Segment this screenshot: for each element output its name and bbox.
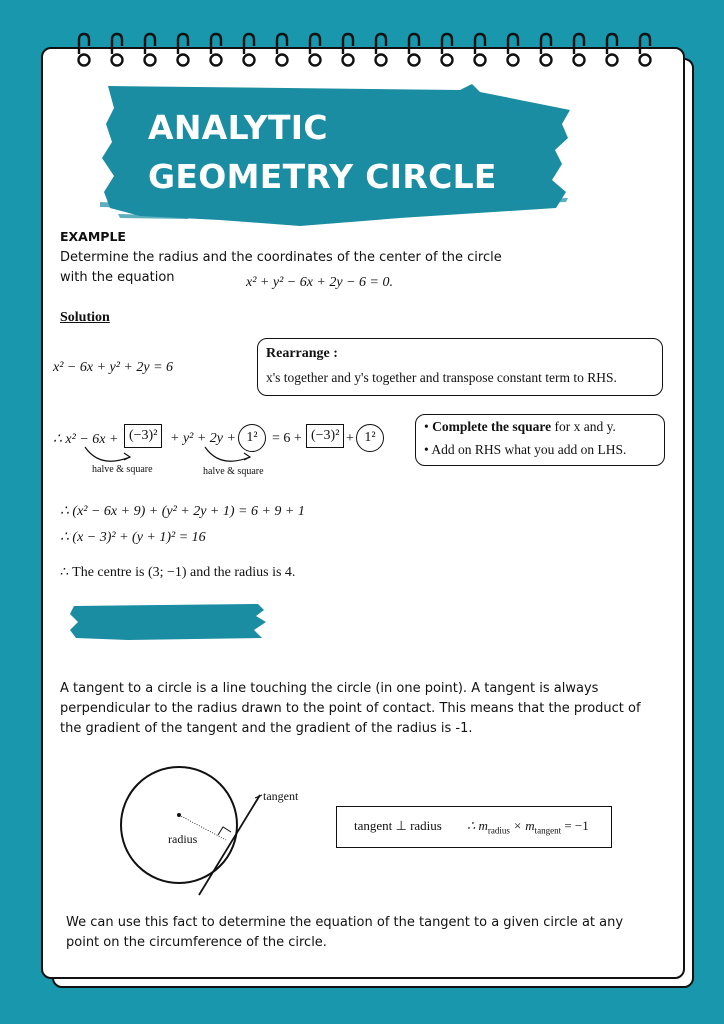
solution-step-2-prefix: ∴ x² − 6x +	[53, 432, 119, 447]
example-equation: x² + y² − 6x + 2y − 6 = 0.	[246, 275, 393, 290]
title-line-2: GEOMETRY CIRCLE	[148, 157, 497, 196]
example-text-line-1: Determine the radius and the coordinates of the center of the circle	[60, 250, 502, 265]
solution-step-1: x² − 6x + y² + 2y = 6	[53, 360, 174, 375]
formula-sub-radius: radius	[487, 825, 510, 836]
divider-brush-stroke	[68, 600, 268, 642]
final-paragraph: We can use this fact to determine the equation of the tangent to a given circle at any point on the circumference of the circle.	[66, 915, 624, 950]
rearrange-title: Rearrange :	[266, 346, 338, 361]
solution-heading: Solution	[60, 310, 110, 325]
page-title	[148, 103, 497, 201]
spiral-rings-icon	[72, 32, 662, 72]
tip-1: • Complete the square for x and y.	[424, 419, 616, 434]
halve-label-2: halve & square	[203, 466, 264, 477]
tangent-paragraph: A tangent to a circle is a line touching the circle (in one point). A tangent is always perpendicular to the radius drawn to the point of contact. This means that the product of the gradient of the tangent and the gradient of the radius is -1.	[60, 681, 641, 736]
halve-label-1: halve & square	[92, 464, 153, 475]
circle-tangent-diagram	[110, 755, 310, 900]
formula-right	[467, 818, 589, 836]
formula-sub-tangent: tangent	[534, 825, 562, 836]
example-label: EXAMPLE	[60, 229, 126, 244]
square-circle-2: 1²	[356, 424, 384, 452]
formula-left: tangent ⊥ radius	[354, 818, 442, 833]
formula-times: × m	[509, 818, 535, 833]
tip-2-text: Add on RHS what you add on LHS.	[431, 442, 627, 457]
solution-step-2-mid: + y² + 2y +	[170, 431, 236, 446]
formula-therefore: ∴ m	[467, 818, 488, 833]
solution-step-4: ∴ (x − 3)² + (y + 1)² = 16	[60, 530, 206, 545]
solution-conclusion: ∴ The centre is (3; −1) and the radius is 4.	[60, 565, 296, 580]
tip-1-bold: Complete the square	[432, 419, 552, 434]
radius-label: radius	[168, 832, 198, 846]
tangent-label: tangent	[263, 789, 299, 803]
plus-sign: +	[346, 431, 354, 446]
spiral-binding	[72, 32, 662, 72]
square-box-2: (−3)²	[306, 424, 344, 448]
tip-1-rest: for x and y.	[554, 419, 616, 434]
title-line-1: ANALYTIC	[148, 108, 328, 147]
solution-step-3: ∴ (x² − 6x + 9) + (y² + 2y + 1) = 6 + 9 + 1	[60, 504, 305, 519]
square-circle-1: 1²	[238, 424, 266, 452]
square-box-1: (−3)²	[124, 424, 162, 448]
example-text-line-2: with the equation	[60, 270, 175, 285]
rearrange-text: x's together and y's together and transpose constant term to RHS.	[266, 370, 617, 385]
formula-equals: = −1	[561, 818, 589, 833]
solution-step-2-eq: = 6 +	[272, 431, 302, 446]
tip-2: • Add on RHS what you add on LHS.	[424, 442, 627, 457]
